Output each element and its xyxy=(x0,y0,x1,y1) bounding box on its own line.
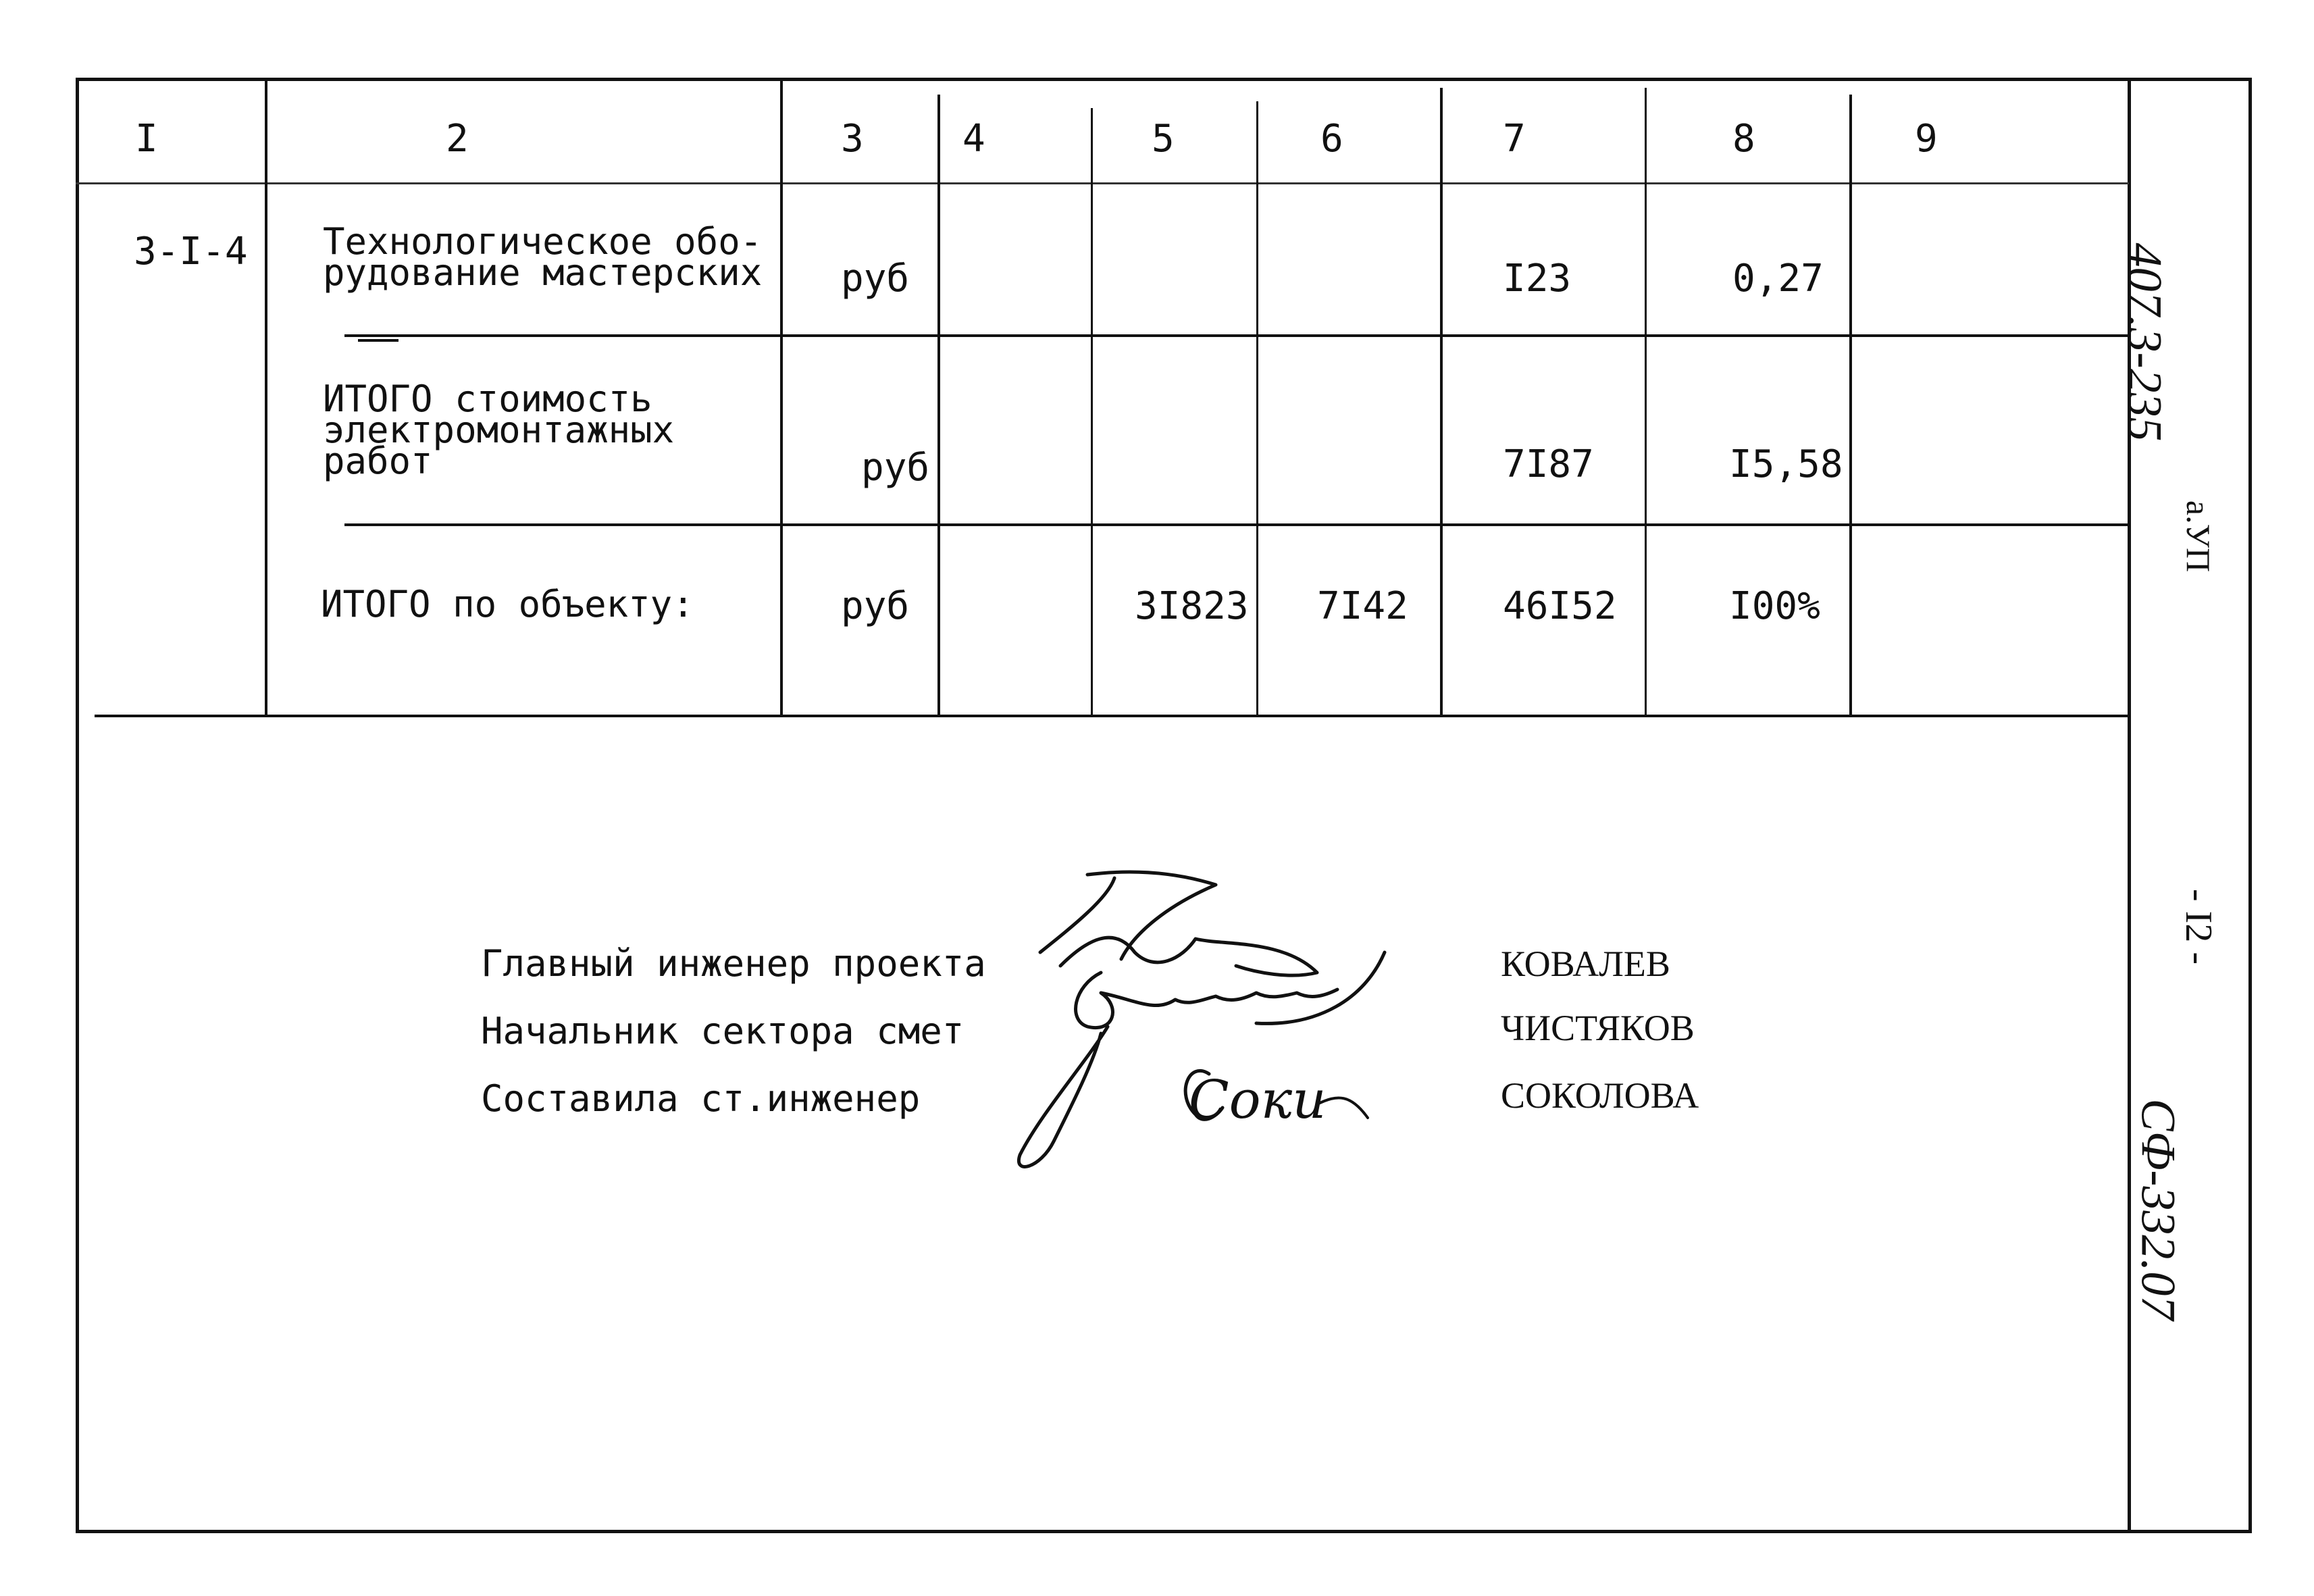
header-col-4: 4 xyxy=(962,117,985,161)
row-2-description: ИТОГО стоимость электромонтажных работ xyxy=(323,378,675,482)
table-bottom-line xyxy=(95,715,2128,717)
col-divider-7 xyxy=(1645,88,1647,716)
col-divider-6 xyxy=(1440,88,1443,716)
row-2-col7: 7I87 xyxy=(1503,442,1594,486)
header-divider xyxy=(76,182,2129,184)
signature-title-3: Составила ст.инженер xyxy=(481,1077,921,1120)
row-2-col8: I5,58 xyxy=(1729,442,1843,486)
row-divider-1 xyxy=(344,334,2128,337)
header-col-5: 5 xyxy=(1152,117,1175,161)
signature-title-2: Начальник сектора смет xyxy=(481,1010,965,1052)
col-divider-4 xyxy=(1091,108,1093,716)
row-3-col8: I00% xyxy=(1729,584,1820,628)
row-1-code: 3-I-4 xyxy=(134,230,248,274)
row-1-unit: руб xyxy=(841,257,910,301)
row-2-unit: руб xyxy=(861,446,930,490)
dash-mark xyxy=(358,339,398,342)
header-col-6: 6 xyxy=(1320,117,1343,161)
row-3-col6: 7I42 xyxy=(1317,584,1408,628)
col-divider-8 xyxy=(1849,95,1852,716)
stamp-album: а.УП xyxy=(2180,500,2217,573)
row-1-col8: 0,27 xyxy=(1732,257,1824,301)
row-3-col7: 46I52 xyxy=(1503,584,1617,628)
row-1-col7: I23 xyxy=(1503,257,1572,301)
header-col-7: 7 xyxy=(1503,117,1526,161)
row-1-description: Технологическое обо- рудование мастерских xyxy=(323,220,763,294)
row-divider-2 xyxy=(344,523,2128,526)
signature-name-2: ЧИСТЯКОВ xyxy=(1501,1008,1695,1048)
signature-name-1: КОВАЛЕВ xyxy=(1501,944,1670,984)
document-frame xyxy=(76,78,2252,1533)
header-col-2: 2 xyxy=(446,117,469,161)
stamp-doc-number: 407.3-235 xyxy=(2117,242,2172,442)
signature-title-1: Главный инженер проекта xyxy=(481,942,986,985)
header-col-8: 8 xyxy=(1732,117,1755,161)
header-col-1: I xyxy=(135,117,158,161)
signature-script: Соки xyxy=(1189,1070,1327,1131)
col-divider-2 xyxy=(780,78,783,716)
col-divider-5 xyxy=(1256,101,1258,716)
col-divider-3 xyxy=(937,95,940,716)
row-3-description: ИТОГО по объекту: xyxy=(321,583,694,625)
col-divider-1 xyxy=(265,78,267,716)
stamp-code: СФ-332.07 xyxy=(2131,1098,2186,1320)
row-3-unit: руб xyxy=(841,584,910,628)
signature-name-3: СОКОЛОВА xyxy=(1501,1075,1699,1116)
row-3-col5: 3I823 xyxy=(1135,584,1249,628)
stamp-page: - I2 - xyxy=(2178,889,2219,964)
header-col-9: 9 xyxy=(1915,117,1938,161)
header-col-3: 3 xyxy=(841,117,864,161)
handwritten-signatures xyxy=(1000,858,1472,1175)
